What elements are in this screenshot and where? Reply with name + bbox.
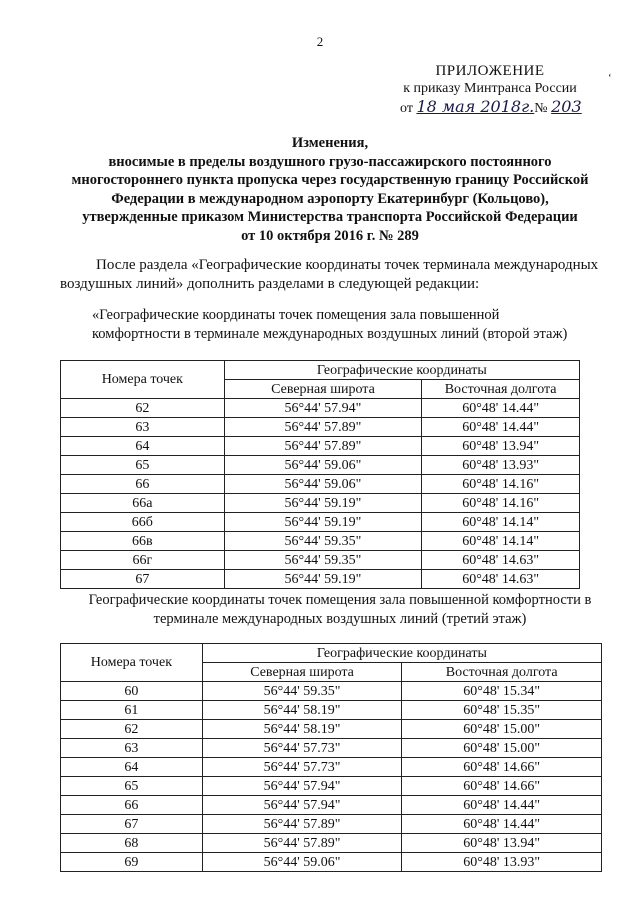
lon-cell: 60°48' 14.16"	[422, 475, 580, 494]
point-cell: 63	[61, 739, 203, 758]
paragraph-line: После раздела «Географические координаты точек терминала международных	[96, 257, 599, 273]
point-cell: 66а	[61, 494, 225, 513]
margin-mark: ‘	[608, 72, 612, 84]
lon-cell: 60°48' 15.00"	[402, 720, 602, 739]
table-row	[61, 758, 602, 777]
coords-table-second-floor	[60, 360, 580, 589]
col-header-lon: Восточная долгота	[422, 380, 580, 399]
point-cell: 67	[61, 570, 225, 589]
lon-cell: 60°48' 13.93"	[402, 853, 602, 872]
col-header-lat: Северная широта	[202, 663, 402, 682]
point-cell: 67	[61, 815, 203, 834]
heading-line: вносимые в пределы воздушного грузо-пассажирского постоянного	[108, 153, 552, 170]
appendix-handwritten-date: 18 мая 2018г.	[416, 97, 535, 116]
lat-cell: 56°44' 57.89"	[202, 834, 402, 853]
lat-cell: 56°44' 59.19"	[224, 570, 422, 589]
point-cell: 63	[61, 418, 225, 437]
table-row	[61, 399, 580, 418]
appendix-date-line	[390, 98, 590, 118]
table-row	[61, 532, 580, 551]
lon-cell: 60°48' 14.66"	[402, 777, 602, 796]
table-row	[61, 777, 602, 796]
point-cell: 64	[61, 758, 203, 777]
lat-cell: 56°44' 57.89"	[224, 418, 422, 437]
point-cell: 68	[61, 834, 203, 853]
paragraph-line: воздушных линий» дополнить разделами в следующей редакции:	[60, 276, 480, 292]
table-row	[61, 834, 602, 853]
appendix-number-prefix: №	[534, 101, 548, 116]
lat-cell: 56°44' 57.94"	[202, 796, 402, 815]
point-cell: 65	[61, 777, 203, 796]
lon-cell: 60°48' 14.14"	[422, 532, 580, 551]
caption-line: «Географические координаты точек помещения зала повышенной	[92, 307, 500, 323]
lon-cell: 60°48' 14.44"	[422, 418, 580, 437]
table-row	[61, 551, 580, 570]
lon-cell: 60°48' 14.63"	[422, 551, 580, 570]
col-header-points: Номера точек	[61, 644, 203, 682]
appendix-order-ref: к приказу Минтранса России	[403, 81, 577, 96]
table-row	[61, 796, 602, 815]
point-cell: 66в	[61, 532, 225, 551]
lon-cell: 60°48' 14.44"	[402, 796, 602, 815]
lat-cell: 56°44' 59.06"	[202, 853, 402, 872]
table-row	[61, 418, 580, 437]
point-cell: 66	[61, 475, 225, 494]
lat-cell: 56°44' 59.35"	[224, 551, 422, 570]
table-row	[61, 701, 602, 720]
col-header-points: Номера точек	[61, 361, 225, 399]
table-row	[61, 720, 602, 739]
point-cell: 66б	[61, 513, 225, 532]
point-cell: 62	[61, 720, 203, 739]
table-row	[61, 815, 602, 834]
lat-cell: 56°44' 57.89"	[202, 815, 402, 834]
lat-cell: 56°44' 59.35"	[224, 532, 422, 551]
lat-cell: 56°44' 59.19"	[224, 513, 422, 532]
lat-cell: 56°44' 58.19"	[202, 720, 402, 739]
lat-cell: 56°44' 59.06"	[224, 475, 422, 494]
point-cell: 66	[61, 796, 203, 815]
point-cell: 62	[61, 399, 225, 418]
lon-cell: 60°48' 13.93"	[422, 456, 580, 475]
lat-cell: 56°44' 57.89"	[224, 437, 422, 456]
table-row	[61, 739, 602, 758]
lat-cell: 56°44' 57.94"	[224, 399, 422, 418]
section1-caption	[92, 306, 612, 344]
intro-paragraph	[60, 256, 616, 294]
document-heading	[60, 134, 600, 245]
lon-cell: 60°48' 13.94"	[422, 437, 580, 456]
caption-line: терминале международных воздушных линий (третий этаж)	[153, 611, 527, 627]
appendix-from-prefix: от	[400, 101, 413, 116]
lat-cell: 56°44' 57.73"	[202, 739, 402, 758]
lon-cell: 60°48' 13.94"	[402, 834, 602, 853]
heading-line: Изменения,	[291, 135, 369, 151]
lon-cell: 60°48' 14.44"	[402, 815, 602, 834]
table-row	[61, 570, 580, 589]
lon-cell: 60°48' 15.35"	[402, 701, 602, 720]
heading-line: многостороннего пункта пропуска через государственную границу Российской	[71, 172, 589, 188]
point-cell: 60	[61, 682, 203, 701]
lon-cell: 60°48' 14.66"	[402, 758, 602, 777]
heading-line: Федерации в международном аэропорту Екатеринбург (Кольцово),	[111, 190, 549, 207]
table-row	[61, 853, 602, 872]
table-row	[61, 513, 580, 532]
lat-cell: 56°44' 57.94"	[202, 777, 402, 796]
point-cell: 65	[61, 456, 225, 475]
point-cell: 66г	[61, 551, 225, 570]
table-row	[61, 494, 580, 513]
col-header-coords: Географические координаты	[202, 644, 601, 663]
section2-caption	[80, 591, 600, 629]
heading-line: утвержденные приказом Министерства транспорта Российской Федерации	[82, 209, 578, 225]
coords-table-third-floor	[60, 643, 602, 872]
lon-cell: 60°48' 15.34"	[402, 682, 602, 701]
heading-line: от 10 октября 2016 г. № 289	[241, 227, 419, 244]
lon-cell: 60°48' 14.63"	[422, 570, 580, 589]
col-header-lon: Восточная долгота	[402, 663, 602, 682]
appendix-block	[390, 62, 590, 118]
lon-cell: 60°48' 14.16"	[422, 494, 580, 513]
lon-cell: 60°48' 14.44"	[422, 399, 580, 418]
table-row	[61, 682, 602, 701]
table-row	[61, 456, 580, 475]
lat-cell: 56°44' 59.06"	[224, 456, 422, 475]
point-cell: 61	[61, 701, 203, 720]
point-cell: 69	[61, 853, 203, 872]
caption-line: Географические координаты точек помещения зала повышенной комфортности в	[88, 592, 592, 608]
caption-line: комфортности в терминале международных воздушных линий (второй этаж)	[92, 326, 568, 342]
point-cell: 64	[61, 437, 225, 456]
lon-cell: 60°48' 15.00"	[402, 739, 602, 758]
col-header-lat: Северная широта	[224, 380, 422, 399]
lon-cell: 60°48' 14.14"	[422, 513, 580, 532]
appendix-handwritten-number: 203	[551, 97, 582, 116]
col-header-coords: Географические координаты	[224, 361, 579, 380]
table-row	[61, 437, 580, 456]
appendix-title: ПРИЛОЖЕНИЕ	[435, 63, 545, 79]
lat-cell: 56°44' 59.35"	[202, 682, 402, 701]
page-number: 2	[316, 34, 324, 49]
table-row	[61, 475, 580, 494]
lat-cell: 56°44' 59.19"	[224, 494, 422, 513]
lat-cell: 56°44' 58.19"	[202, 701, 402, 720]
lat-cell: 56°44' 57.73"	[202, 758, 402, 777]
